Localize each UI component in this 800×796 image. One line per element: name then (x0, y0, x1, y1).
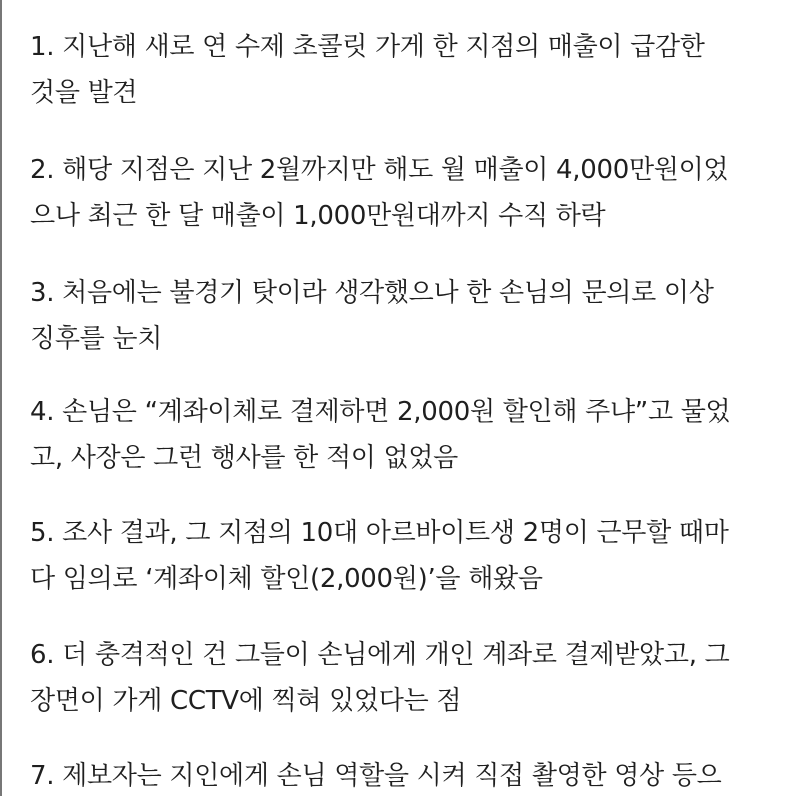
list-item-6 (30, 632, 790, 724)
list-item-1 (30, 24, 790, 116)
list-item-5 (30, 510, 790, 602)
list-item-6-line-2: 장면이 가게 CCTV에 찍혀 있었다는 점 (30, 686, 462, 716)
list-item-2-line-1: 2. 해당 지점은 지난 2월까지만 해도 월 매출이 4,000만원이었 (30, 155, 729, 185)
list-item-5-line-2: 다 임의로 ‘계좌이체 할인(2,000원)’을 해왔음 (30, 564, 543, 594)
list-item-3 (30, 270, 790, 362)
list-item-2-line-2: 으나 최근 한 달 매출이 1,000만원대까지 수직 하락 (30, 201, 606, 231)
list-item-4 (30, 389, 790, 481)
list-item-7 (30, 753, 790, 796)
list-item-2 (30, 147, 790, 239)
list-item-4-line-2: 고, 사장은 그런 행사를 한 적이 없었음 (30, 443, 458, 473)
list-item-3-line-2: 징후를 눈치 (30, 324, 163, 354)
list-item-1-line-1: 1. 지난해 새로 연 수제 초콜릿 가게 한 지점의 매출이 급감한 (30, 32, 705, 62)
list-item-5-line-1: 5. 조사 결과, 그 지점의 10대 아르바이트생 2명이 근무할 때마 (30, 518, 729, 548)
list-item-6-line-1: 6. 더 충격적인 건 그들이 손님에게 개인 계좌로 결제받았고, 그 (30, 640, 730, 670)
list-item-1-line-2: 것을 발견 (30, 78, 138, 108)
list-item-3-line-1: 3. 처음에는 불경기 탓이라 생각했으나 한 손님의 문의로 이상 (30, 278, 714, 308)
list-item-7-line-1: 7. 제보자는 지인에게 손님 역할을 시켜 직접 촬영한 영상 등으 (30, 761, 722, 791)
list-item-4-line-1: 4. 손님은 “계좌이체로 결제하면 2,000원 할인해 주냐”고 물었 (30, 397, 731, 427)
